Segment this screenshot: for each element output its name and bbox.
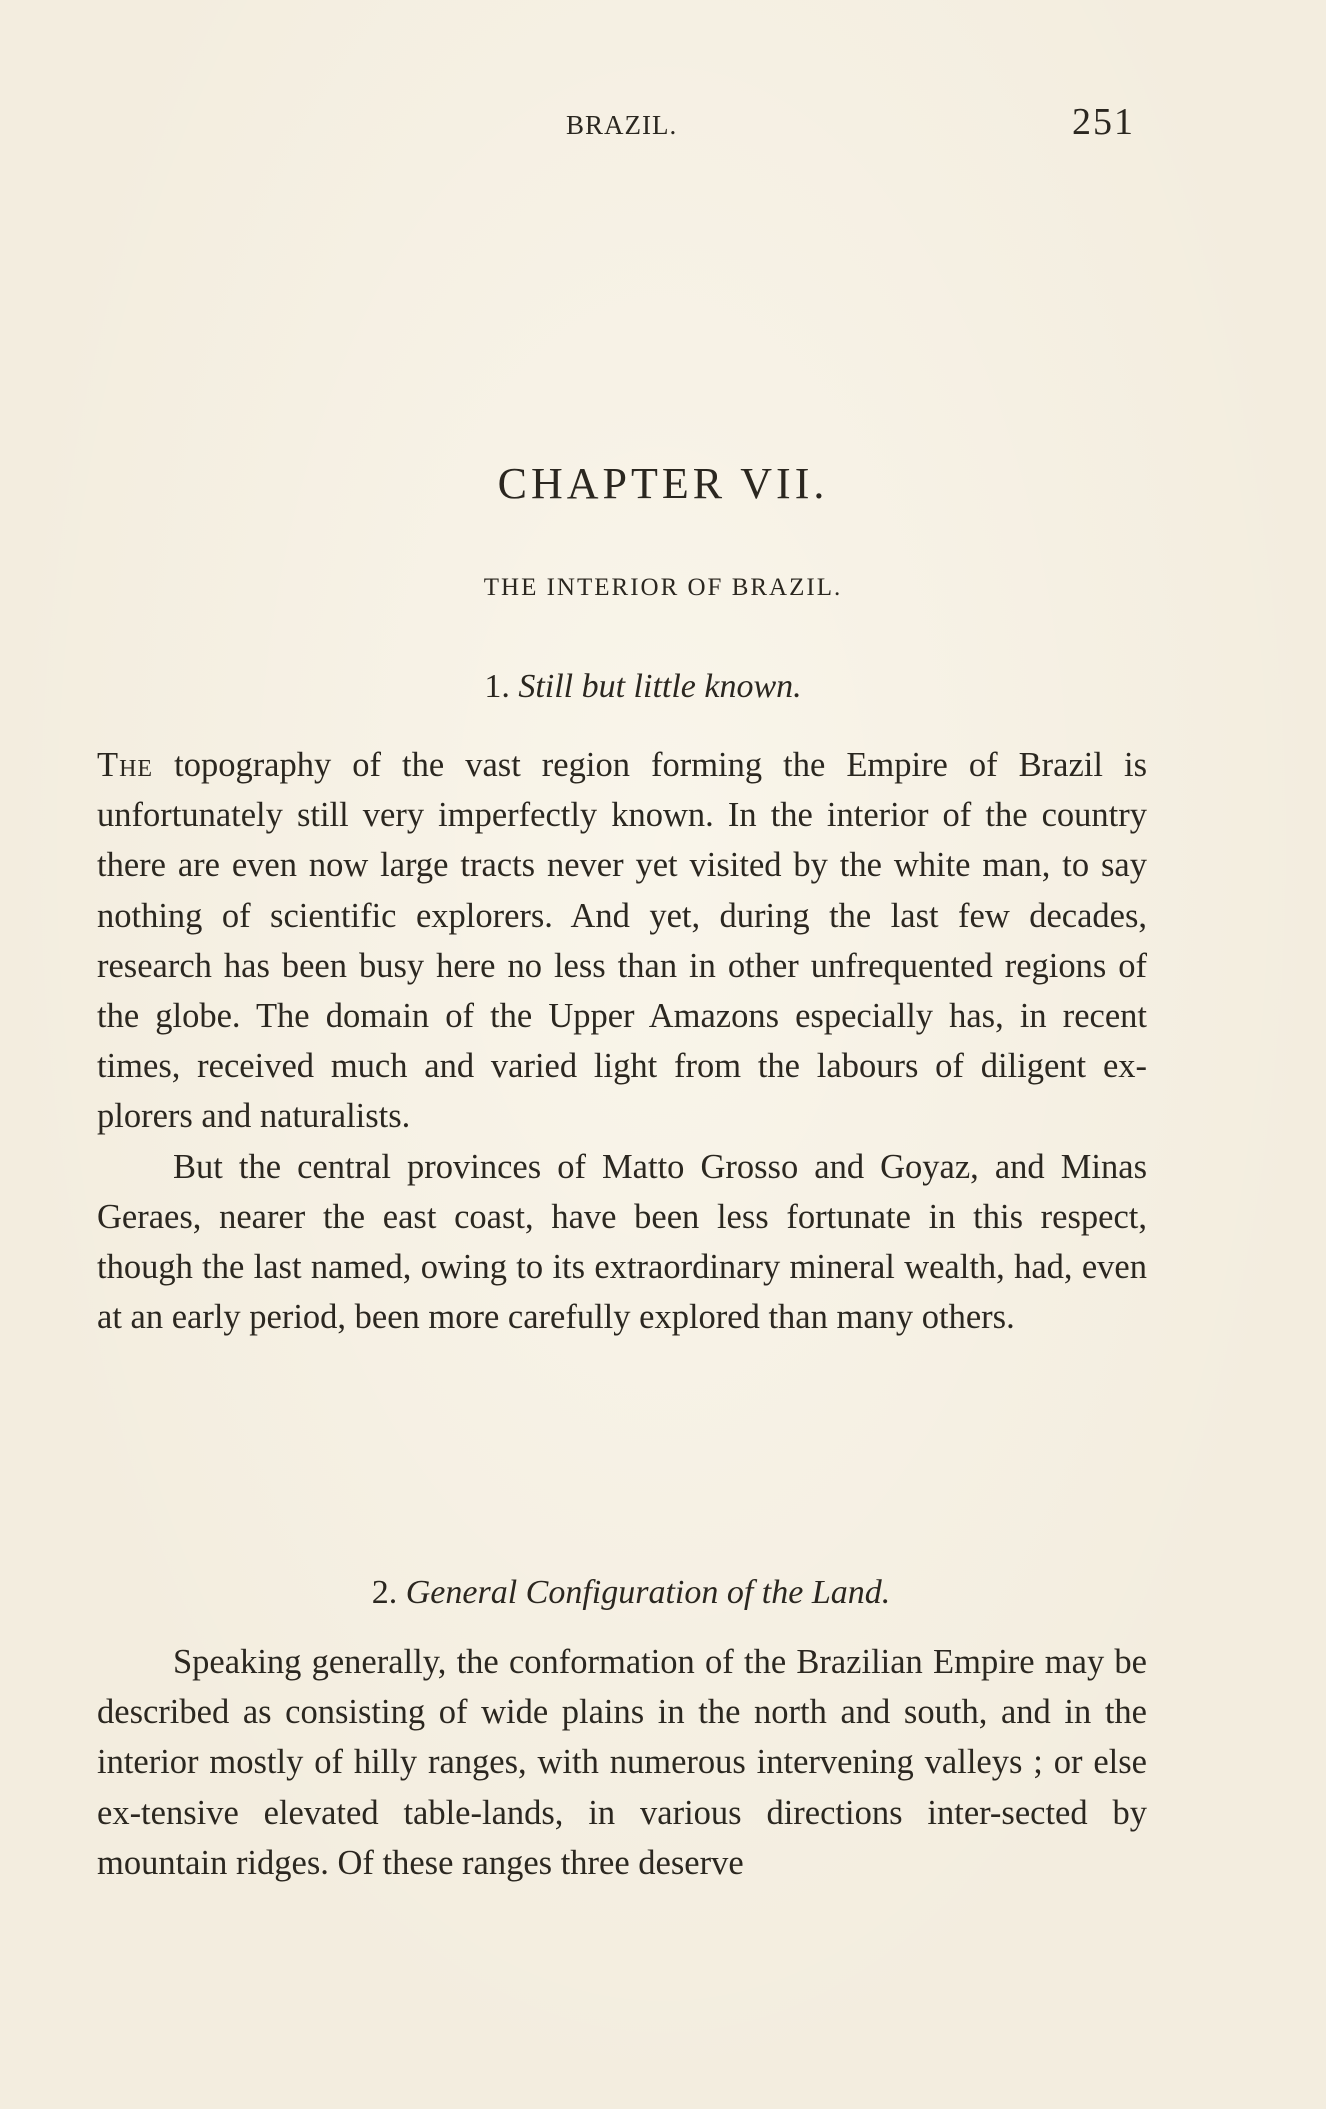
running-header: [0, 100, 1326, 150]
paragraph: But the central provinces of Matto Grosso and Goyaz, and Minas Geraes, nearer the east coast, have been less fortunate in this respect, though the last named, owing to its extraordinary mineral wealth, had, even at an early period, been more carefully explored than many others.: [97, 1147, 1147, 1337]
section-heading-1: [0, 668, 1306, 706]
section-title: General Configuration of the Land.: [405, 1574, 891, 1611]
running-title: BRAZIL.: [566, 110, 678, 140]
section-number: 2.: [371, 1574, 398, 1611]
paragraph: Speaking generally, the conformation of the Brazilian Empire may be described as consisting of wide plains in the north and south, and in the interior mostly of hilly ranges, with numerous intervening valleys ; or else ex-tensive elevated table-lands, in various directions inter-sected by mountain ridges. Of these ranges three deserve: [97, 1643, 1147, 1882]
section-1-body: [97, 740, 1147, 1342]
section-number: 1.: [484, 668, 510, 705]
page-number: 251: [1072, 101, 1135, 143]
paragraph: [97, 740, 1147, 1142]
paragraph-text: topography of the vast region forming the Empire of Brazil is unfortunately still very imperfectly known. In the interior of the country there are even now large tracts never yet visited by the white man, to say nothing of scientific explorers. And yet, during the last few decades, research has been busy here no less than in other unfrequented regions of the globe. The domain of the Upper Amazons especially has, in recent times, received much and varied light from the labours of diligent ex-plorers and naturalists.: [97, 746, 1147, 1136]
section-title: Still but little known.: [518, 668, 802, 705]
paragraph-lead-word: The: [97, 746, 154, 784]
chapter-title: CHAPTER VII.: [497, 459, 829, 508]
section-2-body: [97, 1637, 1147, 1888]
chapter-subtitle: THE INTERIOR OF BRAZIL.: [483, 574, 843, 601]
section-heading-2: [0, 1574, 1294, 1612]
